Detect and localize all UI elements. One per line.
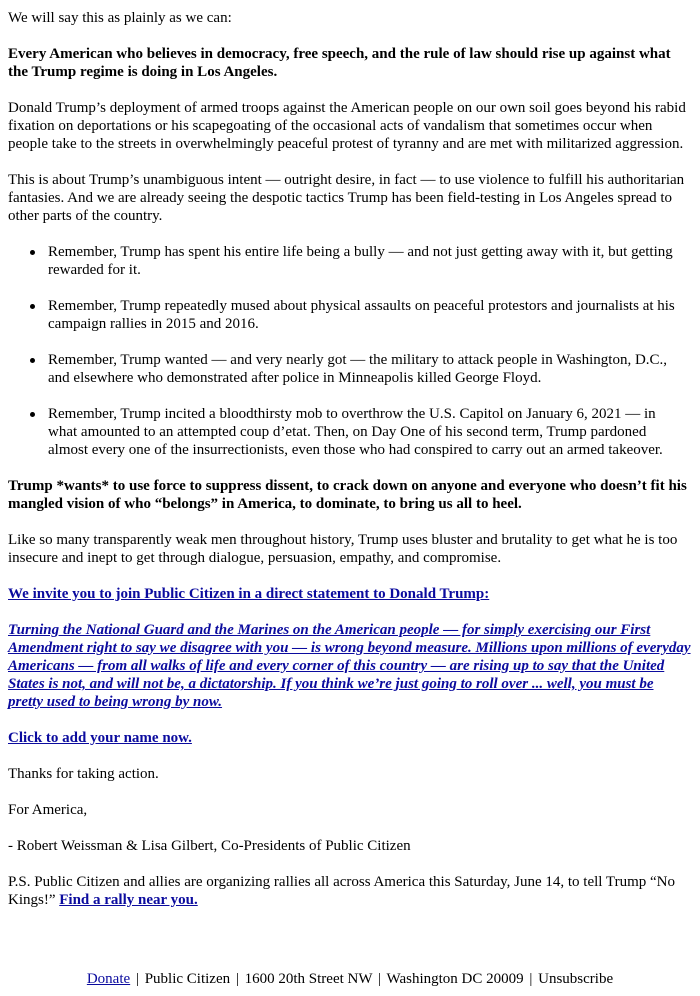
- reminder-list: [8, 243, 691, 459]
- footer-separator: |: [529, 971, 533, 987]
- find-rally-link[interactable]: Find a rally near you.: [59, 892, 198, 908]
- headline: Every American who believes in democracy, free speech, and the rule of law should rise up against what the Trump regime is doing in Los Angeles.: [8, 46, 671, 80]
- list-item: Remember, Trump wanted — and very nearly got — the military to attack people in Washington, D.C., and elsewhere who demonstrated after police in Minneapolis killed George Floyd.: [48, 351, 691, 387]
- bullet-icon: [30, 250, 35, 255]
- paragraph-intent: This is about Trump’s unambiguous intent — outright desire, in fact — to use violence to fulfill his authoritarian fantasies. And we are already seeing the despotic tactics Trump has been field-testing in Los Angeles spread to other parts of the country.: [8, 172, 685, 224]
- signature: - Robert Weissman & Lisa Gilbert, Co-Presidents of Public Citizen: [8, 838, 411, 854]
- list-item: Remember, Trump has spent his entire life being a bully — and not just getting away with it, but getting rewarded for it.: [48, 243, 691, 279]
- footer-city: Washington DC 20009: [386, 971, 524, 987]
- statement-link[interactable]: Turning the National Guard and the Marines on the American people — for simply exercising our First Amendment right to say we disagree with you — is wrong beyond measure. Millions upon millions of everyday Americans — from all walks of life and every corner of this country — are rising up to say that the United States is not, and will not be, a dictatorship. If you think we’re just going to roll over ... well, you must be pretty used to being wrong by now.: [8, 622, 691, 710]
- footer-org: Public Citizen: [144, 971, 231, 987]
- bullet-icon: [30, 412, 35, 417]
- thanks-text: Thanks for taking action.: [8, 766, 159, 782]
- list-item: Remember, Trump incited a bloodthirsty mob to overthrow the U.S. Capitol on January 6, 2021 — in what amounted to an attempted coup d’etat. Then, on Day One of his second term, Trump pardoned almost every one of the insurrectionists, even those who had conspired to carry out an armed takeover.: [48, 405, 691, 459]
- bullet-icon: [30, 304, 35, 309]
- footer-separator: |: [235, 971, 239, 987]
- closing-text: For America,: [8, 802, 88, 818]
- list-item: Remember, Trump repeatedly mused about physical assaults on peaceful protestors and journalists at his campaign rallies in 2015 and 2016.: [48, 297, 691, 333]
- bullet-icon: [30, 358, 35, 363]
- unsubscribe-link[interactable]: Unsubscribe: [538, 971, 614, 987]
- footer-address: 1600 20th Street NW: [244, 971, 373, 987]
- footer-separator: |: [135, 971, 139, 987]
- intro-text: We will say this as plainly as we can:: [8, 10, 232, 26]
- donate-link[interactable]: Donate: [86, 971, 131, 987]
- paragraph-deployment: Donald Trump’s deployment of armed troops against the American people on our own soil goes beyond his rabid fixation on deportations or his scapegoating of the occasional acts of vandalism that sometimes occur when people take to the streets in overwhelmingly peaceful protest of tyranny and are met with militarized aggression.: [8, 100, 686, 152]
- add-name-link[interactable]: Click to add your name now.: [8, 730, 192, 746]
- paragraph-bluster: Like so many transparently weak men throughout history, Trump uses bluster and brutality to get what he is too insecure and inept to get through dialogue, persuasion, empathy, and compromise.: [8, 532, 678, 566]
- invite-link[interactable]: We invite you to join Public Citizen in a direct statement to Donald Trump:: [8, 586, 490, 602]
- footer: [0, 970, 700, 988]
- bold-statement: Trump *wants* to use force to suppress dissent, to crack down on anyone and everyone who doesn’t fit his mangled vision of who “belongs” in America, to dominate, to bring us all to heel.: [8, 478, 687, 512]
- footer-separator: |: [378, 971, 382, 987]
- postscript: P.S. Public Citizen and allies are organizing rallies all across America this Saturday, June 14, to tell Trump “No Kings!” Find a rally near you.: [8, 874, 675, 908]
